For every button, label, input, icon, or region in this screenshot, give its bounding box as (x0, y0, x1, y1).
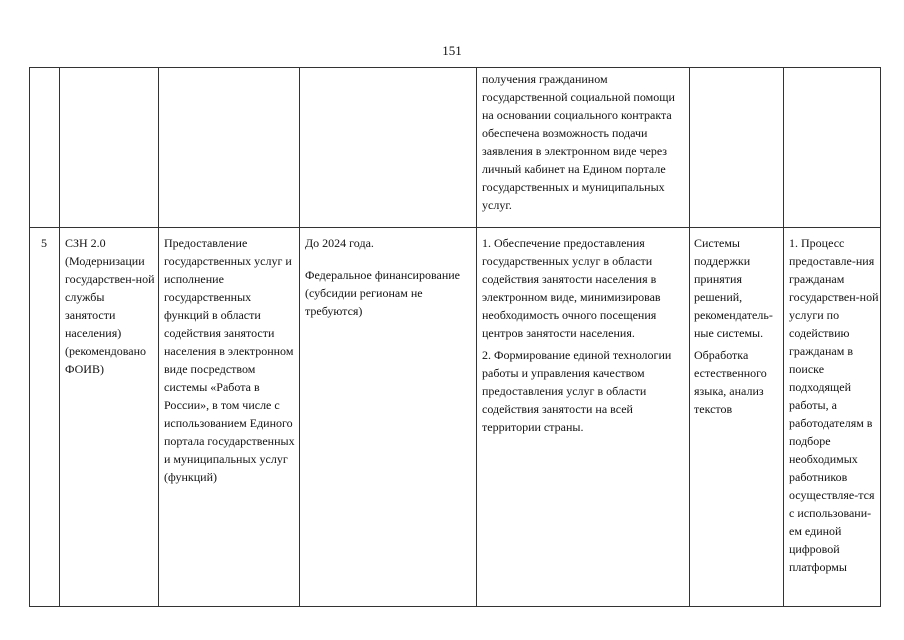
column-divider (689, 67, 690, 607)
funding: Федеральное финансирование (субсидии регионам не требуются) (305, 268, 460, 318)
column-divider (29, 67, 30, 607)
row-number: 5 (41, 236, 47, 250)
objective-2: 2. Формирование единой технологии работы и управления качеством предоставления услуг в области содействия занятости на всей территории страны. (482, 348, 672, 434)
column-divider (59, 67, 60, 607)
table-border-bottom (29, 606, 880, 607)
objectives-continuation-cell (482, 70, 688, 214)
project-description: Предоставление государственных услуг и исполнение государственных функций в области содействия занятости населения в электронном виде посредством системы «Работа в России», в том числе с использованием Единого портала государственных и муниципальных услуг (функций) (164, 236, 295, 484)
objective-1: 1. Обеспечение предоставления государственных услуг в области содействия занятости населения в электронном виде, минимизировав необходимость очного посещения центров занятости населения. (482, 236, 661, 340)
column-divider (158, 67, 159, 607)
expected-result: 1. Процесс предоставле-ния гражданам государствен-ной услуги по содействию гражданам в поиске подходящей работы, а работодателям в подборе необходимых работников осуществляе-тся с использовани-ем единой цифровой платформы (789, 236, 879, 574)
page-number: 151 (442, 43, 462, 58)
objectives-cell (482, 234, 688, 436)
result-cell (789, 234, 879, 576)
column-divider (476, 67, 477, 607)
row-number-cell (41, 234, 59, 252)
technologies-2: Обработка естественного языка, анализ текстов (694, 348, 767, 416)
technologies-1: Системы поддержки принятия решений, рекомендатель-ные системы. (694, 236, 773, 340)
deadline: До 2024 года. (305, 236, 374, 250)
table-border-top (29, 67, 880, 68)
project-name: СЗН 2.0 (Модернизации государствен-ной службы занятости населения) (рекомендовано ФОИВ) (65, 236, 155, 376)
objectives-continuation-text: получения гражданином государственной социальной помощи на основании социального контракта обеспечена возможность подачи заявления в электронном виде через личный кабинет на Едином портале государственных и муниципальных услуг. (482, 72, 675, 212)
deadline-funding-cell (305, 234, 475, 320)
column-divider (299, 67, 300, 607)
column-divider (783, 67, 784, 607)
column-divider (880, 67, 881, 607)
description-cell (164, 234, 297, 486)
project-name-cell (65, 234, 157, 378)
row-divider (29, 227, 880, 228)
technologies-cell (694, 234, 782, 418)
